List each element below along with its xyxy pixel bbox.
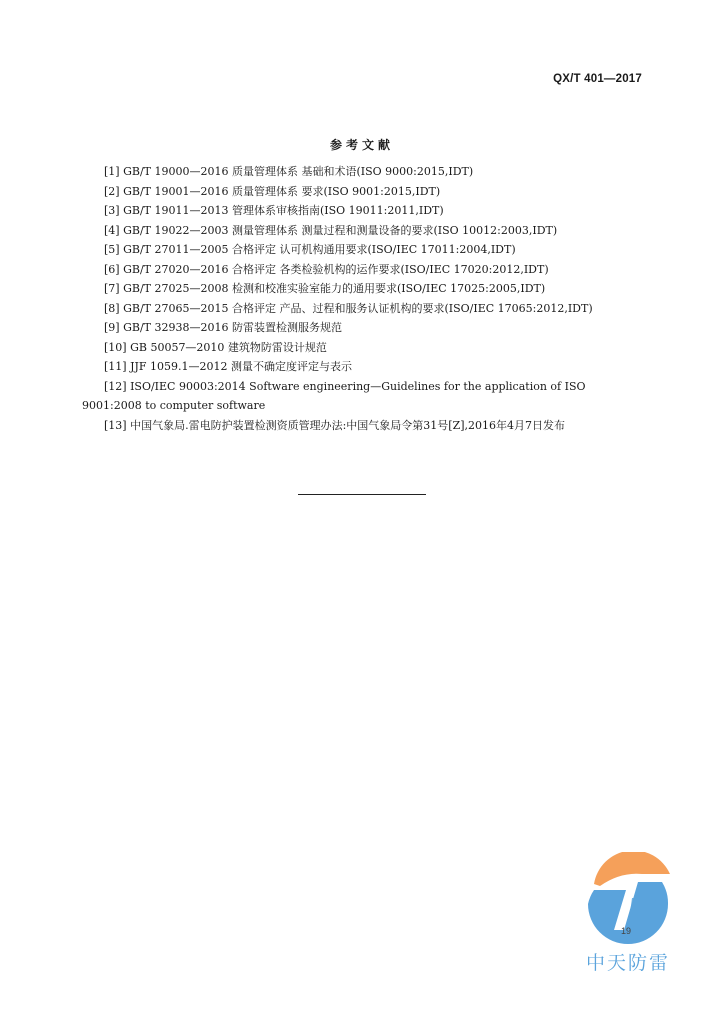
reference-item: [9] GB/T 32938—2016 防雷装置检测服务规范 xyxy=(104,321,342,334)
end-rule xyxy=(298,494,426,495)
brand-name: 中天防雷 xyxy=(585,952,670,974)
reference-item: [5] GB/T 27011—2005 合格评定 认可机构通用要求(ISO/IEC 17011:2004,IDT) xyxy=(104,243,516,256)
page-number: 19 xyxy=(621,926,632,936)
reference-item: [11] JJF 1059.1—2012 测量不确定度评定与表示 xyxy=(104,360,353,373)
reference-item: [7] GB/T 27025—2008 检测和校准实验室能力的通用要求(ISO/IEC 17025:2005,IDT) xyxy=(104,282,546,295)
reference-item: [13] 中国气象局.雷电防护装置检测资质管理办法:中国气象局令第31号[Z],2016年4月7日发布 xyxy=(104,418,565,432)
reference-item: [8] GB/T 27065—2015 合格评定 产品、过程和服务认证机构的要求(ISO/IEC 17065:2012,IDT) xyxy=(104,301,593,315)
reference-item: [10] GB 50057—2010 建筑物防雷设计规范 xyxy=(104,340,327,354)
reference-item: [12] ISO/IEC 90003:2014 Software engineering—Guidelines for the application of ISO 9001:2008 to computer software xyxy=(82,379,586,412)
reference-item: [4] GB/T 19022—2003 测量管理体系 测量过程和测量设备的要求(ISO 10012:2003,IDT) xyxy=(104,223,558,237)
reference-item: [3] GB/T 19011—2013 管理体系审核指南(ISO 19011:2011,IDT) xyxy=(104,204,444,217)
section-title: 参考文献 xyxy=(329,138,394,152)
reference-item: [1] GB/T 19000—2016 质量管理体系 基础和术语(ISO 9000:2015,IDT) xyxy=(104,165,474,178)
reference-item: [2] GB/T 19001—2016 质量管理体系 要求(ISO 9001:2015,IDT) xyxy=(104,184,441,198)
standard-code: QX/T 401—2017 xyxy=(553,73,642,85)
reference-list xyxy=(82,162,644,435)
reference-item: [6] GB/T 27020—2016 合格评定 各类检验机构的运作要求(ISO/IEC 17020:2012,IDT) xyxy=(104,262,549,276)
